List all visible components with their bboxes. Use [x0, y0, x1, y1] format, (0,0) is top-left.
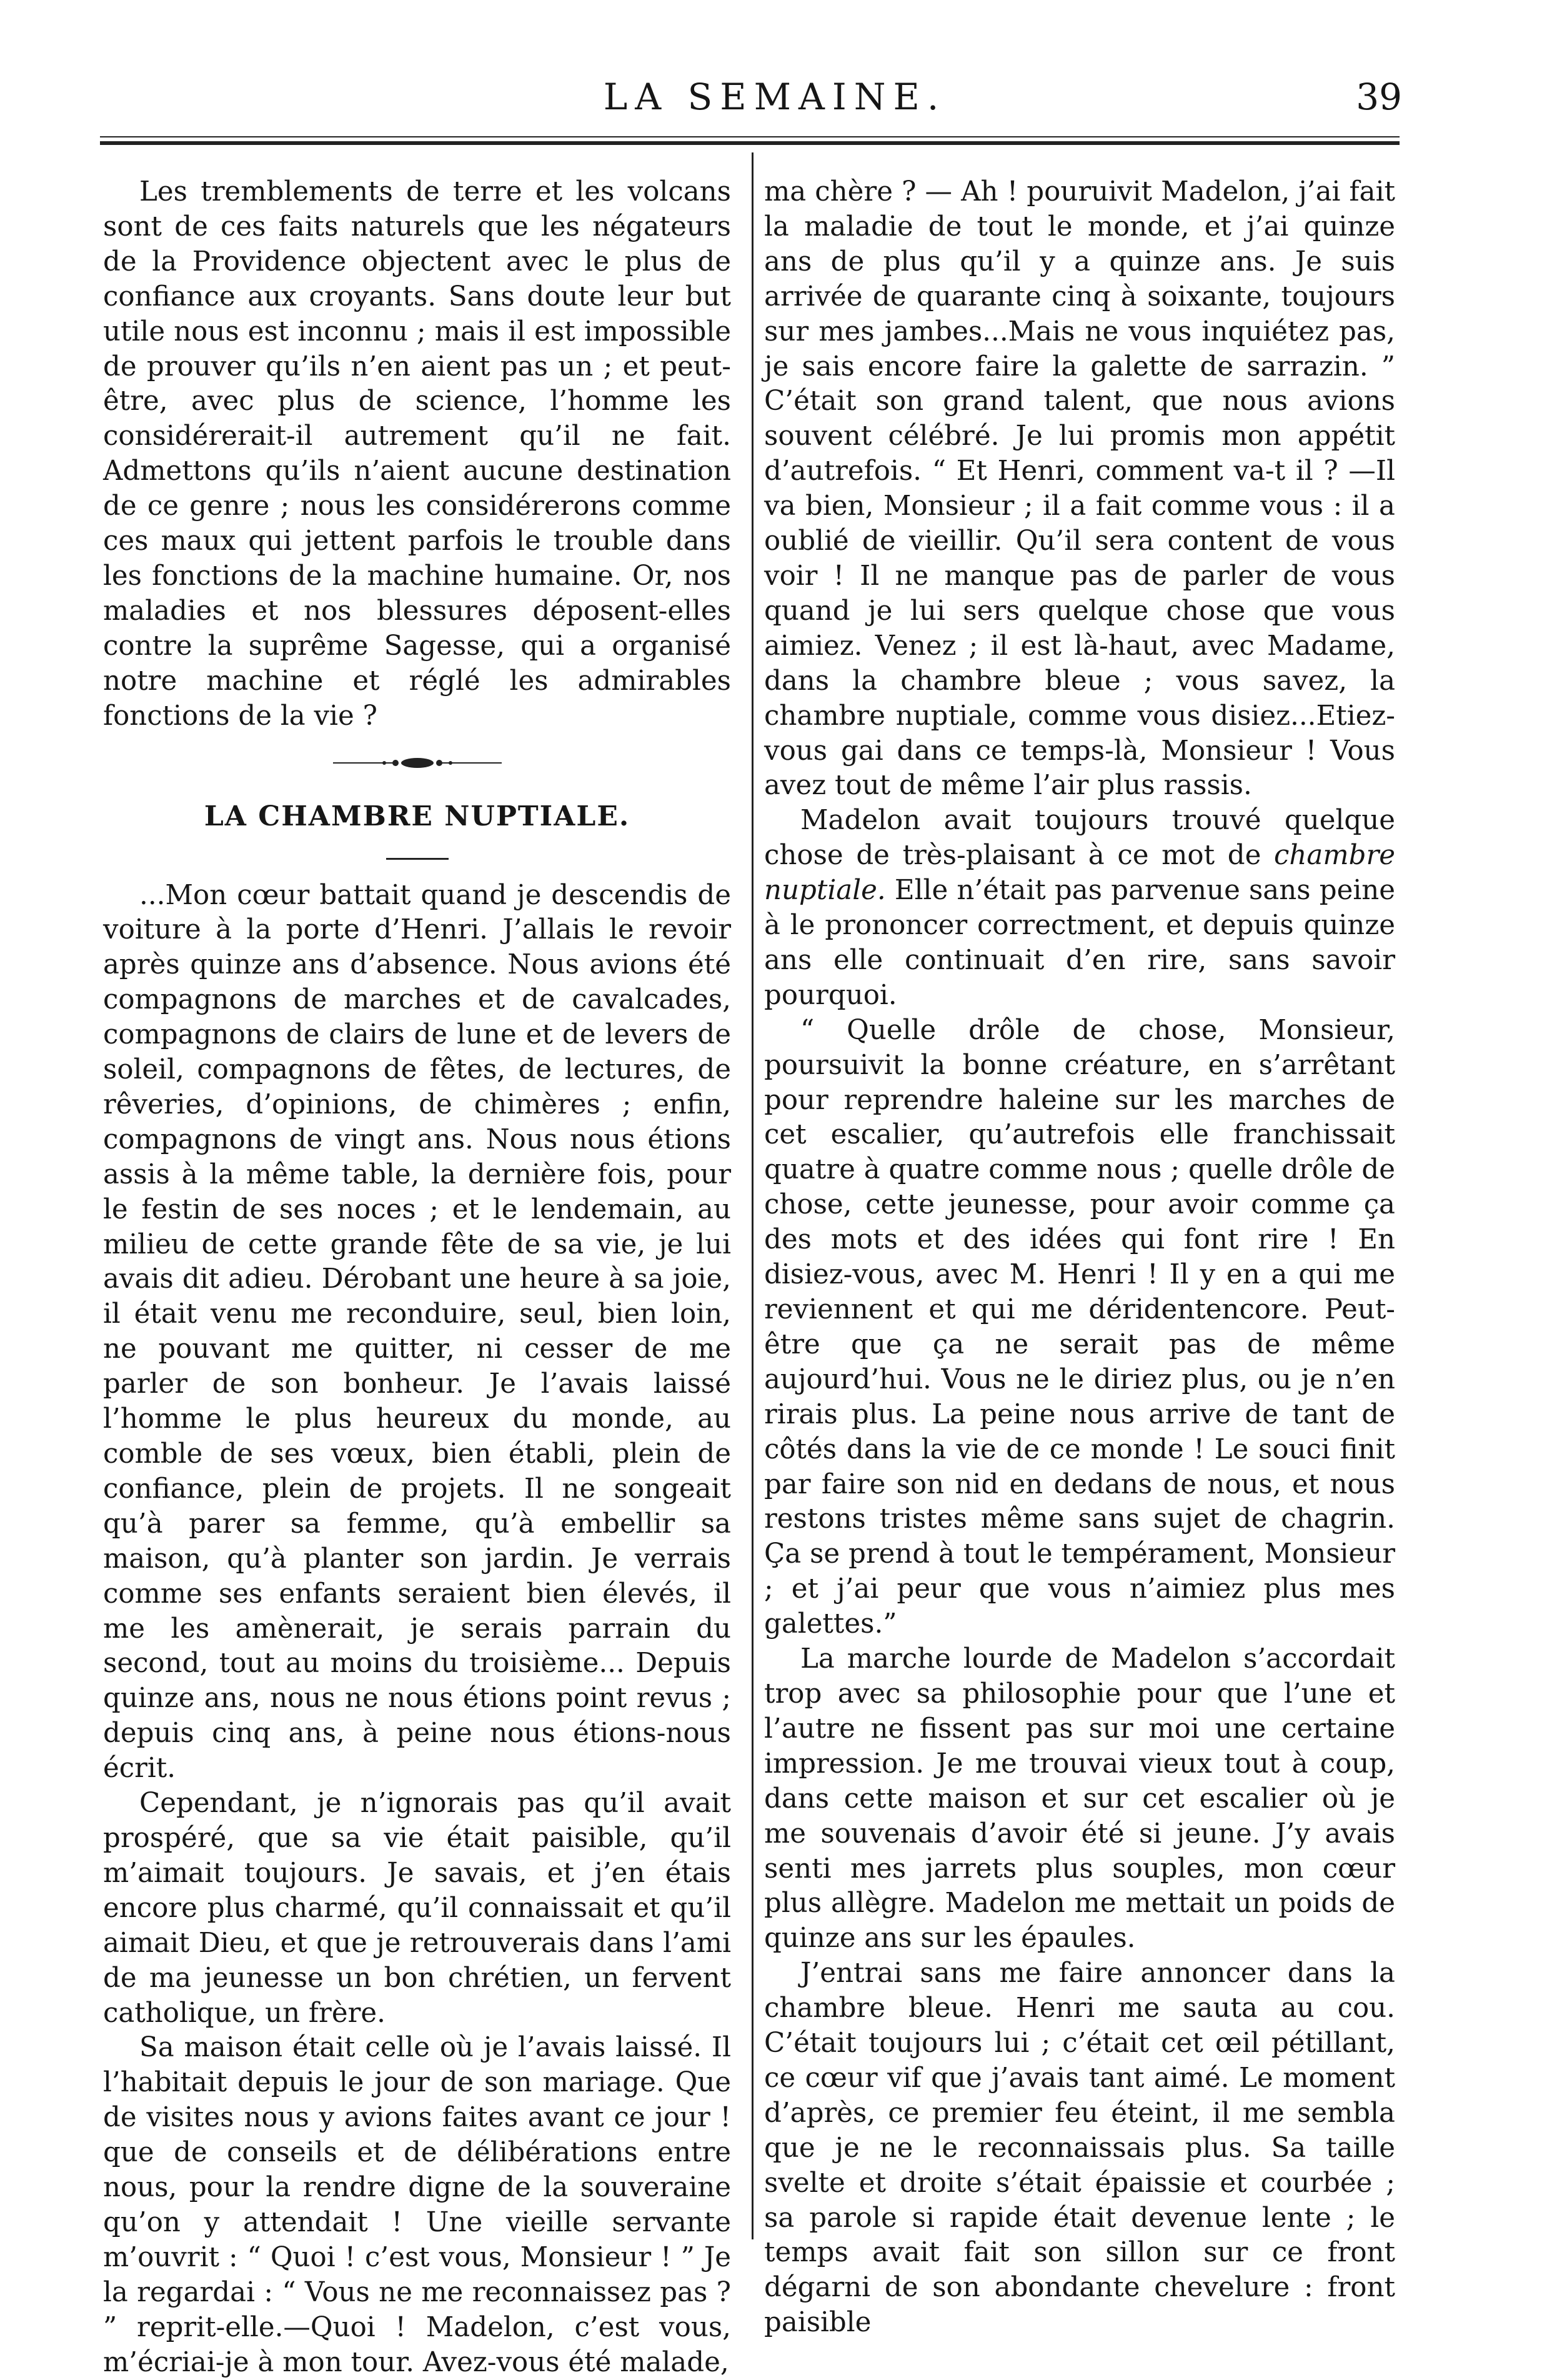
fleuron-icon — [333, 754, 502, 772]
title-rule — [386, 858, 449, 860]
paragraph-drole-de-chose: “ Quelle drôle de chose, Monsieur, poursuivit la bonne créature, en s’arrêtant pour reprendre haleine sur les marches de cet escalier, qu’autrefois elle franchissait quatre à quatre comme nous ; quelle drôle de chose, cette jeunesse, pour avoir comme ça des mots et des idées qui font rire ! En disiez-vous, avec M. Henri ! Il y en a qui me reviennent et qui me déridentencore. Peut-être que ça ne serait pas de même aujourd’hui. Vous ne le diriez plus, ou je n’en rirais plus. La peine nous arrive de tant de côtés dans la vie de ce monde ! Le souci finit par faire son nid en dedans de nous, et nous restons tristes même sans sujet de chagrin. Ça se prend à tout le tempérament, Monsieur ; et j’ai peur que vous n’aimiez plus mes galettes.” — [764, 1014, 1395, 1640]
paragraph-arrival: ...Mon cœur battait quand je descendis de voiture à la porte d’Henri. J’allais le revoir après quinze ans d’absence. Nous avions été compagnons de marches et de cavalcades, compagnons de clairs de lune et de levers de soleil, compagnons de fêtes, de lectures, de rêveries, d’opinions, de chimères ; enfin, compagnons de vingt ans. Nous nous étions assis à la même table, la dernière fois, pour le festin de ses noces ; et le lendemain, au milieu de cette grande fête de sa vie, je lui avais dit adieu. Dérobant une heure à sa joie, il était venu me reconduire, seul, bien loin, ne pouvant me quitter, ni cesser de me parler de son bonheur. Je l’avais laissé l’homme le plus heureux du monde, au comble de ses vœux, bien établi, plein de confiance, plein de projets. Il ne songeait qu’à parer sa femme, qu’à embellir sa maison, qu’à planter son jardin. Je verrais comme ses enfants seraient bien élevés, il me les amènerait, je serais parrain du second, tout au moins du troisième... Depuis quinze ans, nous ne nous étions point revus ; depuis cinq ans, à peine nous étions-nous écrit. — [103, 879, 731, 1785]
page-number: 39 — [1356, 76, 1402, 118]
left-column — [103, 175, 731, 2380]
paragraph-marche-lourde: La marche lourde de Madelon s’accordait trop avec sa philosophie pour que l’une et l’autre ne fissent pas sur moi une certaine impression. Je me trouvai vieux tout à coup, dans cette maison et sur cet escalier où je me souvenais d’avoir été si jeune. J’y avais senti mes jarrets plus souples, mon cœur plus allègre. Madelon me mettait un poids de quinze ans sur les épaules. — [764, 1643, 1395, 1954]
section-ornament — [103, 734, 731, 792]
paragraph-volcanoes: Les tremblements de terre et les volcans sont de ces faits naturels que les négateurs de la Providence objectent avec le plus de confiance aux croyants. Sans doute leur but utile nous est inconnu ; mais il est impossible de prouver qu’ils n’en aient pas un ; et peut-être, avec plus de science, l’homme les considérerait-il autrement qu’il ne fait. Admettons qu’ils n’aient aucune destination de ce genre ; nous les considérerons comme ces maux qui jettent parfois le trouble dans les fonctions de la machine humaine. Or, nos maladies et nos blessures déposent-elles contre la suprême Sagesse, qui a organisé notre machine et réglé les admirables fonctions de la vie ? — [103, 176, 731, 732]
right-column — [764, 175, 1395, 2341]
paragraph-house: Sa maison était celle où je l’avais laissé. Il l’habitait depuis le jour de son mariage. Que de visites nous y avions faites avant ce jour ! que de conseils et de délibérations entre nous, pour la rendre digne de la souveraine qu’on y attendait ! Une vieille servante m’ouvrit : “ Quoi ! c’est vous, Monsieur ! ” Je la regardai : “ Vous ne me reconnaissez pas ? ” reprit-elle.—Quoi ! Madelon, c’est vous, m’écriai-je à mon tour. Avez-vous été malade, — [103, 2032, 731, 2378]
paragraph-chambre-bleue: J’entrai sans me faire annoncer dans la chambre bleue. Henri me sauta au cou. C’était toujours lui ; c’était cet œil pétillant, ce cœur vif que j’avais tant aimé. Le moment d’après, ce premier feu éteint, il me sembla que je ne le reconnaissais plus. Sa taille svelte et droite s’était épaissie et courbée ; sa parole si rapide était devenue lente ; le temps avait fait son sillon sur ce front dégarni de son abondante chevelure : front paisible — [764, 1958, 1395, 2339]
paragraph-friendship: Cependant, je n’ignorais pas qu’il avait prospéré, que sa vie était paisible, qu’il m’aimait toujours. Je savais, et j’en étais encore plus charmé, qu’il connaissait et qu’il aimait Dieu, et que je retrouverais dans l’ami de ma jeunesse un bon chrétien, un fervent catholique, un frère. — [103, 1788, 731, 2029]
header-rule-thin — [100, 136, 1400, 137]
paragraph-madelon-reply: ma chère ? — Ah ! pouruivit Madelon, j’ai fait la maladie de tout le monde, et j’ai quinze ans de plus qu’il y a quinze ans. Je suis arrivée de quarante cinq à soixante, toujours sur mes jambes...Mais ne vous inquiétez pas, je sais encore faire la galette de sarrazin. ” C’était son grand talent, que nous avions souvent célébré. Je lui promis mon appétit d’autrefois. “ Et Henri, comment va-t il ? —Il va bien, Monsieur ; il a fait comme vous : il a oublié de vieillir. Qu’il sera content de vous voir ! Il ne manque pas de parler de vous quand je lui sers quelque chose que vous aimiez. Venez ; il est là-haut, avec Madame, dans la chambre bleue ; vous savez, la chambre nuptiale, comme vous disiez...Etiez-vous gai dans ce temps-là, Monsieur ! Vous avez tout de même l’air plus rassis. — [764, 176, 1395, 802]
section-title: LA CHAMBRE NUPTIALE. — [204, 800, 630, 832]
chambre-text-italic: chambre nuptiale. — [764, 840, 1395, 907]
chambre-text-after: Elle n’était pas parvenue sans peine à le prononcer correctment, et depuis quinze ans elle continuait d’en rire, sans savoir pourquoi. — [764, 875, 1395, 1011]
column-divider — [752, 152, 754, 2239]
chambre-text-before: Madelon avait toujours trouvé quelque chose de très-plaisant à ce mot de — [764, 805, 1395, 872]
running-title: LA SEMAINE. — [603, 76, 947, 118]
header-rule-thick — [100, 141, 1400, 145]
paragraph-chambre-nuptiale — [764, 804, 1395, 1013]
